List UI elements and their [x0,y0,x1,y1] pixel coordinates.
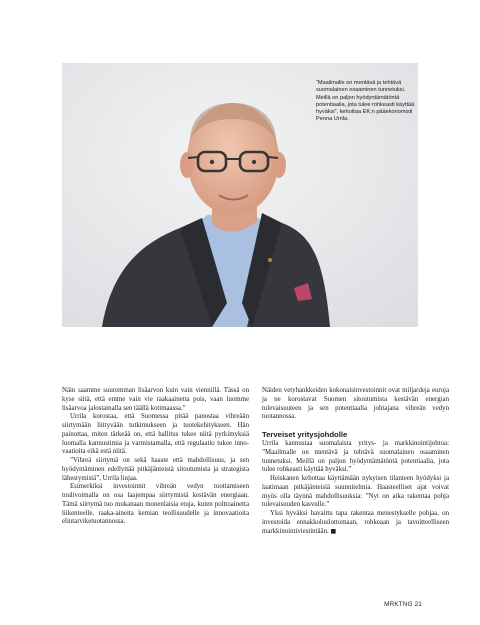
article-column-left [62,387,249,527]
page-folio: MRKTNG 21 [384,601,422,608]
paragraph: ”Vihreä siirtymä on sekä haaste että mahdollisuus, ja sen hyödyntäminen edellyttää pitkäjänteistä sitoutumista ja strategista lähestymistä”, Urrila linjaa. [62,457,249,482]
paragraph [262,510,449,536]
paragraph-text: Yksi hyväksi havaittu tapa rakentaa menestykselle pohjaa, on investoida ennakkoluulottomaan, rohkeaan ja tavoitteelliseen markkinointiviestintään. [262,510,449,535]
paragraph: Heiskanen kehottaa käyttämään nykyisen tilanteen hyödyksi ja laatimaan pitkäjänteisiä suunnitelmia. Haasteelliset ajat voivat myös olla täynnä mahdollisuuksia: ”Nyt on aika rakentaa pohja tulevaisuuden kasvulle.” [262,475,449,509]
paragraph: Urrila kannustaa suomalaista yritys- ja markkinointijohtoa: ”Maailmalle on mentävä ja tehtävä suomalainen osaaminen tunnetuksi. Meillä on paljon hyödyntämätöntä potentiaalia, jota tulee rohkeasti käyttää hyväksi.” [262,440,449,474]
end-mark: ■ [330,527,337,535]
pull-quote: ”Maailmalle on mentävä ja tehtävä suomalainen osaaminen tunnetuksi. Meillä on paljon hyödyntämätöntä potentiaalia, jota tulee rohkeasti käyttää hyväksi”, kehottaa EK:n pääekonomisti Penna Urrila. [316,80,415,123]
paragraph: Urrila korostaa, että Suomessa pitää panostaa vihreään siirtymään liittyvään tutkimukseen ja tuotekehitykseen. Hän painottaa, miten tärkeää on, että hallitus tukee niitä pyrkimyksiä luomalla kannustimia ja varmistamalla, että regulaatio tukee innovaatioita eikä estä niitä. [62,413,249,456]
paragraph: Esimerkiksi investoinnit vihreän vedyn tuottamiseen tuulivoimalla on osa laajempaa siirtymistä kestävän energiaan. Tämä siirtymä tuo mukanaan monenlaisia etuja, kuten polttoainetta liikenteelle, raaka-aineita kemian teollisuudelle ja innovaatioita elintarviketuotannossa. [62,483,249,526]
article-column-right [262,387,449,536]
paragraph: Näin saamme suuremman lisäarvon kuin vain viennillä. Tässä on kyse siitä, että emme vain vie raakaainetta pois, vaan luomme lisäarvoa jalostamalla sen täällä kotimaassa.” [62,387,249,412]
paragraph: Näiden vetyhankkeiden kokonaisinvestoinnit ovat miljardeja euroja ja ne korostavat Suomen sitoutumista kestävän energian tulevaisuuteen ja sen potentiaalia johtajana vihreän vedyn tuotannossa. [262,387,449,421]
subheading: Terveiset yritysjohdolle [262,430,348,439]
